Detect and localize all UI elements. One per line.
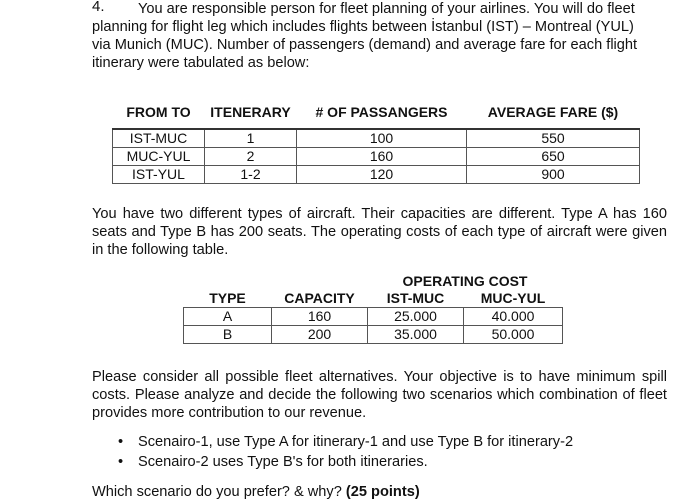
table-row [113, 129, 640, 148]
column-header: AVERAGE FARE ($) [467, 96, 640, 129]
demand-fare-table [112, 96, 640, 184]
table-cell: 1-2 [205, 166, 297, 184]
intro-line: itinerary were tabulated as below: [92, 55, 310, 71]
group-header: OPERATING COST [402, 273, 528, 289]
table-cell: 550 [467, 129, 640, 148]
table-row [113, 148, 640, 166]
aircraft-paragraph: You have two different types of aircraft. Their capacities are different. Type A has 160 seats and Type B has 200 seats. The operating costs of each type of aircraft were given in the following table. [92, 206, 667, 258]
points-label: (25 points) [345, 484, 420, 500]
objective-paragraph: Please consider all possible fleet alternatives. Your objective is to have minimum spill costs. Please analyze and decide the following two scenarios which combination of fleet provides more contribution to our revenue. [92, 369, 667, 421]
table-cell: 120 [297, 166, 467, 184]
aircraft-cost-table [183, 273, 563, 344]
table-cell: 40.000 [464, 308, 563, 326]
table-cell: A [184, 308, 272, 326]
table-cell: 160 [297, 148, 467, 166]
intro-paragraph [92, 0, 682, 72]
list-item: • Scenairo-1, use Type A for itinerary-1 and use Type B for itinerary-2 [118, 432, 573, 452]
intro-line: You are responsible person for fleet planning of your airlines. You will do fleet [138, 1, 635, 17]
column-header: IST-MUC [368, 290, 464, 308]
intro-line: via Munich (MUC). Number of passengers (demand) and average fare for each flight [92, 37, 638, 53]
scenario-list [118, 432, 573, 472]
final-prompt: Which scenario do you prefer? & why? [92, 484, 342, 500]
table-cell: 900 [467, 166, 640, 184]
table-cell: IST-YUL [113, 166, 205, 184]
intro-line: planning for flight leg which includes flights between İstanbul (IST) – Montreal (YUL) [92, 19, 634, 35]
table-row [184, 326, 563, 344]
table-cell: 1 [205, 129, 297, 148]
column-header: CAPACITY [272, 290, 368, 308]
table-cell: 2 [205, 148, 297, 166]
column-header: # OF PASSANGERS [297, 96, 467, 129]
table-cell: 160 [272, 308, 368, 326]
table-row [113, 166, 640, 184]
column-header: FROM TO [113, 96, 205, 129]
table-cell: 50.000 [464, 326, 563, 344]
table-cell: B [184, 326, 272, 344]
question-number: 4. [92, 0, 105, 15]
table-row [184, 308, 563, 326]
table-cell: 200 [272, 326, 368, 344]
list-item: • Scenairo-2 uses Type B's for both itineraries. [118, 452, 573, 472]
final-question [92, 484, 420, 500]
table-header-row [184, 290, 563, 308]
table-cell: 25.000 [368, 308, 464, 326]
column-header: ITENERARY [205, 96, 297, 129]
group-header-row [184, 273, 563, 290]
table-cell: MUC-YUL [113, 148, 205, 166]
table-cell: IST-MUC [113, 129, 205, 148]
table-cell: 650 [467, 148, 640, 166]
table-header-row [113, 96, 640, 129]
table-cell: 100 [297, 129, 467, 148]
column-header: MUC-YUL [464, 290, 563, 308]
table-cell: 35.000 [368, 326, 464, 344]
column-header: TYPE [184, 290, 272, 308]
